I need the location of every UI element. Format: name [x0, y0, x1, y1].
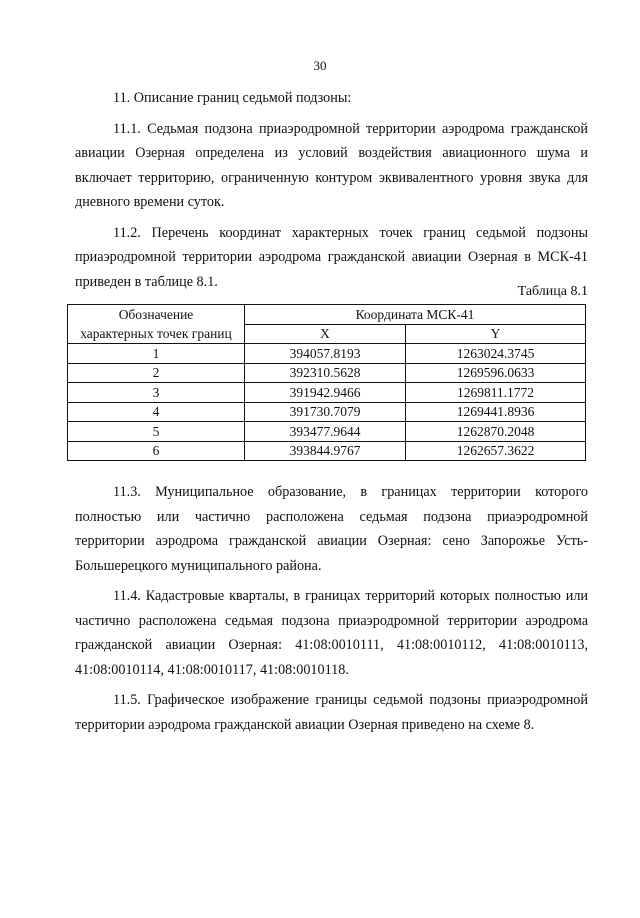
table-caption: Таблица 8.1 — [517, 284, 588, 299]
cell-y: 1269441.8936 — [406, 402, 586, 422]
cell-point: 1 — [68, 344, 245, 364]
cell-y: 1262657.3622 — [406, 441, 586, 461]
cell-y: 1269596.0633 — [406, 363, 586, 383]
header-x: X — [245, 324, 406, 344]
cell-point: 5 — [68, 422, 245, 442]
table-row — [68, 402, 586, 422]
cell-point: 3 — [68, 383, 245, 403]
paragraph-11-1: 11.1. Седьмая подзона приаэродромной территории аэродрома гражданской авиации Озерная определена из условий воздействия авиационного шума и включает территорию, ограниченную контуром эквивалентного уровня звука для дневного времени суток. — [75, 120, 588, 210]
header-y: Y — [406, 324, 586, 344]
table-row — [68, 441, 586, 461]
cell-x: 393477.9644 — [245, 422, 406, 442]
cell-y: 1263024.3745 — [406, 344, 586, 364]
coordinates-table — [67, 304, 586, 461]
cell-point: 2 — [68, 363, 245, 383]
header-coordinate: Координата МСК-41 — [245, 305, 586, 325]
section-details — [75, 480, 588, 737]
table-row — [68, 363, 586, 383]
cell-x: 393844.9767 — [245, 441, 406, 461]
cell-y: 1269811.1772 — [406, 383, 586, 403]
paragraph-11-4: 11.4. Кадастровые кварталы, в границах территорий которых полностью или частично расположена седьмая подзона приаэродромной территории аэродрома гражданской авиации Озерная: 41:08:0010111, 41:08:0010112, 41:08:0010113, 41:08:0010114, 41:08:0010117, 41:08:0010118. — [75, 588, 588, 678]
cell-y: 1262870.2048 — [406, 422, 586, 442]
cell-x: 391730.7079 — [245, 402, 406, 422]
table-row — [68, 422, 586, 442]
table-header-row — [68, 305, 586, 325]
page-number: 30 — [313, 58, 327, 73]
paragraph-11-5: 11.5. Графическое изображение границы седьмой подзоны приаэродромной территории аэродрома гражданской авиации Озерная приведено на схеме 8. — [75, 692, 588, 733]
section-intro — [75, 86, 588, 294]
paragraph-11-3: 11.3. Муниципальное образование, в границах территории которого полностью или частично расположена седьмая подзона приаэродромной территории аэродрома гражданской авиации Озерная: сено Запорожье Усть-Большерецкого муниципального района. — [75, 484, 588, 574]
cell-point: 6 — [68, 441, 245, 461]
cell-x: 392310.5628 — [245, 363, 406, 383]
header-designation-line2: характерных точек границ — [80, 326, 232, 341]
cell-x: 394057.8193 — [245, 344, 406, 364]
header-designation-line1: Обозначение — [118, 307, 194, 322]
table-row — [68, 344, 586, 364]
section-heading: 11. Описание границ седьмой подзоны: — [113, 90, 352, 106]
table-row — [68, 383, 586, 403]
cell-x: 391942.9466 — [245, 383, 406, 403]
paragraph-11-2: 11.2. Перечень координат характерных точек границ седьмой подзоны приаэродромной территории аэродрома гражданской авиации Озерная в МСК-41 приведен в таблице 8.1. — [75, 224, 588, 290]
cell-point: 4 — [68, 402, 245, 422]
header-designation — [68, 305, 245, 344]
